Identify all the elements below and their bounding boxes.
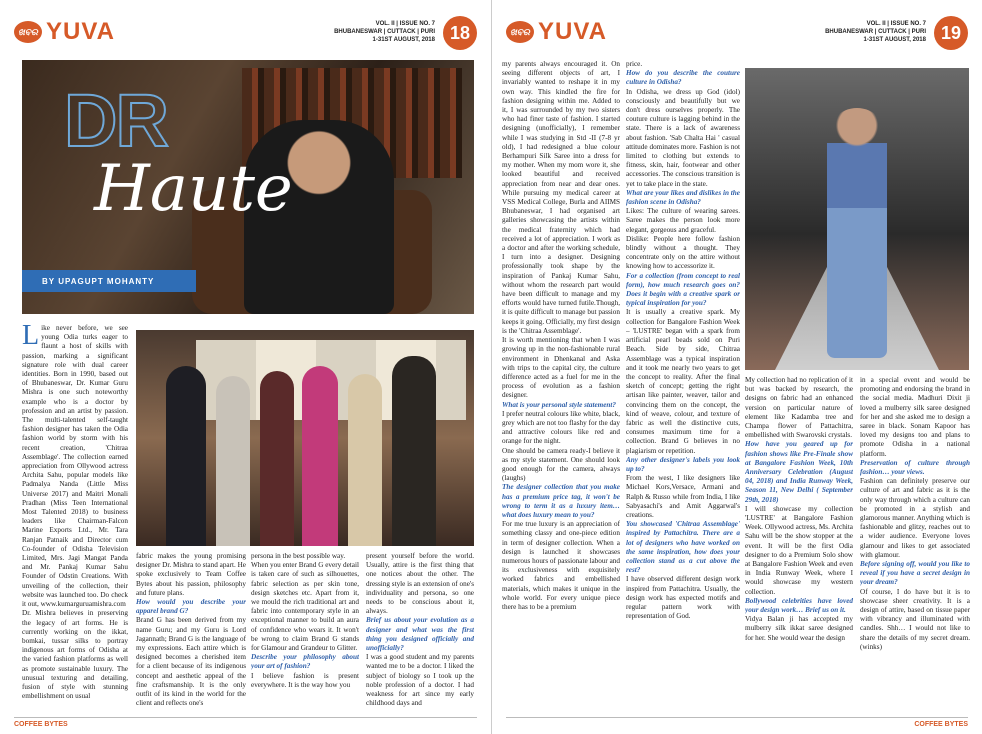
question: What are your likes and dislikes in the fashion scene in Odisha? — [626, 188, 740, 207]
article-column-3 — [251, 552, 359, 714]
question: The designer collection that you make has a premium price tag, it won't be wrong to term it as a luxury item…what does luxury mean to you? — [502, 483, 620, 519]
paragraph: my parents always encouraged it. On seeing different objects of art, I invariably wanted to reshape it in my own way. This kindled the fire for fashion designing within me. Added to it, I was surrounded by my two sisters who had finer taste of fashion. I started designing (unofficially), I remember while I was studying in Std -II (7-8 yr old), I had redesigned a blue colour Berhampuri Silk Saree into a dress for my mother. When my mom wore it, she looked beautiful and received appreciation from near and dear ones. While pursuing my medical career at VSS Medical College, Burla and AIIMS Bhubaneswar, I had organised art galleries showcasing the artists within the medical fraternity which had received a lot of appreciation. I work as a doctor and after the working schedule, I turn into a designer. Designing professionally took shape by the inspiration of Pankaj Kumar Sahu, without whom the research part would have been difficult to manage and my efforts would have turned futile.Though, it is quite difficult to manage but passion keeps it going. Officially, my first design is the 'Chitraa Assemblage'. — [502, 60, 620, 335]
paragraph: price. — [626, 60, 643, 68]
article-column-b — [626, 60, 740, 714]
question: What is your personal style statement? — [502, 400, 617, 409]
page-right — [491, 0, 982, 734]
issue-line2: BHUBANESWAR | CUTTACK | PURI — [825, 29, 926, 35]
question: Preservation of culture through fashion… your views. — [860, 458, 970, 477]
question: You showcased 'Chitraa Assemblage' inspired by Pattachitra. There are a lot of designers who have worked on the same inspiration, how does your collection stand as a cut above the rest? — [626, 520, 740, 575]
issue-line3: 1-31ST AUGUST, 2018 — [863, 37, 926, 43]
paragraph: My collection had no replication of it but was backed by research, the designs on fabric had an enhanced version on particular nature of element like Kadamba tree and Champa flower of Pattachitra, embellished with Swarovski crystals. — [745, 376, 853, 440]
page-number: 18 — [443, 16, 477, 50]
paragraph: Vidya Balan ji has accepted my mulberry silk ikkat saree designed for her. She would wear the design — [745, 615, 853, 642]
paragraph: For me true luxury is an appreciation of something classy and one-piece edition in term of designer collection. When a design is launched it showcases numerous hours of passionate labour and its exclusiveness with exquisitely worked fabrics and embellished materials, which makes it unique in the whole world. For every unique piece there has to be a premium — [502, 520, 620, 611]
paragraph: present yourself before the world. Usually, attire is the first thing that one notices about the other. The dressing style is an extension of one's individuality and persona, so one needs to be conscious about it, always. — [366, 552, 474, 616]
footer-rule — [14, 717, 477, 718]
paragraph: It is worth mentioning that when I was growing up in the non-fashionable rural environment in Dhenkanal and Aska with trips to the capital city, the culture difference acted as a fuel for me in the process of evolution as a fashion designer. — [502, 336, 620, 400]
paragraph: Dislike: People here follow fashion blindly without a thought. They concentrate only on the attire without knowing how to accessorize it. — [626, 234, 740, 271]
paragraph: In Odisha, we dress up God (idol) consciously and beautifully but we don't dress ourselves properly. The couture culture is lagging behind in the state. There is a lack of awareness about fashion. 'Sab Chalta Hai ' casual attitude dominates more. Fashion is not limited to clothing but extends to fitness, skin, hair, footwear and other accessories. The conscious transition is yet to take place in the state. — [626, 87, 740, 188]
logo-title: YUVA — [538, 18, 607, 45]
paragraph: Brand G has been derived from my name Guru; and my Guru is Lord Jagannath; Brand G is the language of my expressions. Each attire which is designed becomes a cherished item for a client because of its indigenous concept and aesthetic appeal of the fine craftsmanship. It is the only outfit of its kind in the world for the client and reflects one's — [136, 616, 246, 708]
person-shape — [166, 366, 206, 546]
page-header — [14, 14, 477, 50]
logo — [14, 18, 115, 46]
launch-event-photo — [136, 330, 474, 546]
paragraph: Fashion can definitely preserve our culture of art and fabric as it is the only way through which a culture can be promoted in a stylish and glamorous manner. Anything which is fashionable and glitzy, reaches out to a wider audience. Everyone loves glamour and likes to get associated with glamour. — [860, 477, 970, 559]
model-figure — [827, 108, 887, 358]
article-column-c — [745, 376, 853, 714]
article-column-2 — [136, 552, 246, 714]
question: Describe your philosophy about your art of fashion? — [251, 653, 359, 671]
logo-badge-icon: ଖବର — [506, 21, 534, 43]
question: For a collection (from concept to real form), how much research goes on? Does it begin with a creative spark or typical inspiration for you? — [626, 271, 740, 308]
person-shape — [392, 356, 436, 546]
paragraph: It is usually a creative spark. My collection for Bangalore Fashion Week – 'LUSTRE' began with a spark from artificial pearl beads sold on Puri Beach. Side by side, Chitraa Assemblage was a typical inspiration and it took me nearly two years to get the concept to reality. After the final sketch of concept; getting the right artisan like painter, weaver, tailor and convincing them on the concept, the kind of weave, colour, and texture of fabric as well the distinctive cuts, consumes maximum time for a collection. Brand G believes in no plagiarism or repetition. — [626, 308, 740, 455]
hero-title-script: Haute — [94, 152, 293, 226]
footer-brand: COFFEE BYTES — [914, 721, 968, 728]
article-column-d — [860, 376, 970, 714]
issue-line1: VOL. II | ISSUE NO. 7 — [866, 21, 926, 27]
logo — [506, 18, 607, 46]
person-shape — [260, 371, 294, 546]
paragraph: Likes: The culture of wearing sarees. Saree makes the person look more elegant, gorgeous and graceful. — [626, 207, 740, 234]
person-shape — [348, 374, 382, 546]
paragraph: I was a good student and my parents wanted me to be a doctor. I liked the subject of biology so I took up the noble profession of a doctor. I had weakness for art since my early childhood days and — [366, 653, 474, 708]
paragraph: When you enter Brand G every detail is taken care of such as silhouettes, fabric selection as per skin tone, design sketches etc. Apart from it, we mould the rich traditional art and fabric into contemporary style in an exceptional manner to build an aura of confidence who wears it. It won't be wrong to claim Brand G stands for Glamour and Grandeur to Glitter. — [251, 561, 359, 653]
paragraph: I believe fashion is present everywhere. It is the way how you — [251, 671, 359, 689]
paragraph: in a special event and would be promoting and endorsing the brand in the social media. Madhuri Dixit ji loved a mulberry silk saree designed for her and she asked me to design a saree in black. Sonam Kapoor has loved my designs too and plans to promote Odisha in a national platform. — [860, 376, 970, 458]
byline: BY UPAGUPT MOHANTY — [22, 270, 196, 292]
issue-line1: VOL. II | ISSUE NO. 7 — [375, 21, 435, 27]
article-column-a — [502, 60, 620, 714]
paragraph: One should be camera ready-I believe it as my style statement. One should look good enough for the camera, always (laughs) — [502, 446, 620, 483]
question: Before signing off, would you like to reveal if you have a secret design in your dream? — [860, 560, 970, 587]
page-header — [506, 14, 968, 50]
issue-info — [825, 20, 926, 44]
paragraph: I will showcase my collection 'LUSTRE' at Bangalore Fashion Week. Ollywood actress, Ms. Archita Sahu will be the show stopper at the event. It will be the first Odia designer to do a Premium Solo show at Bangalore Fashion Week and even in India Runway Week, where I would showcase my western collection. — [745, 504, 853, 596]
hero-title-top: DR — [64, 79, 167, 162]
hero-photo — [22, 60, 474, 314]
paragraph: I prefer neutral colours like white, black, grey which are not too flashy for the day and attractive colours like red and orange for the night. — [502, 409, 620, 446]
issue-line3: 1-31ST AUGUST, 2018 — [372, 37, 435, 43]
paragraph: persona in the best possible way. — [251, 552, 346, 560]
runway-photo — [745, 68, 969, 370]
question: How do you describe the couture culture in Odisha? — [626, 69, 740, 87]
person-shape — [302, 366, 338, 546]
person-shape — [216, 376, 250, 546]
question: Brief us about your evolution as a designer and what was the first thing you designed officially and unofficially? — [366, 616, 474, 653]
question: How have you geared up for fashion shows like Pre-Finale show at Bangalore Fashion Week, 10th Anniversary Celebration (August 04, 2018) and India Runway Week, Season 11, New Delhi ( September 29th, 2018) — [745, 440, 853, 504]
issue-info — [334, 20, 435, 44]
footer-brand: COFFEE BYTES — [14, 721, 68, 728]
article-column-4 — [366, 552, 474, 714]
question: Bollywood celebrities have loved your design work… Brief us on it. — [745, 596, 853, 615]
question: How would you describe your apparel brand G? — [136, 598, 246, 616]
paragraph: From the west, I like designers like Michael Kors,Versace, Armani and Ralph & Russo while from India, I like Sabyasachi's and Amit Aggarwal's creations. — [626, 474, 740, 519]
paragraph: Like never before, we see young Odia turks eager to flaunt a host of skills with passion, marking a significant signature role with dual career identities. Born in 1990, based out of Bhubaneswar, Dr. Kumar Guru Mishra is one such noteworthy example who is a doctor by profession and an artist by passion. The multi-talented self-taught fashion designer has taken the Odia fashion world by storm with his recent creation, 'Chitraa Assemblage'. The collection earned appreciation from Ollywood actress Archita Sahu, popular models like Padmalya Nanda (Little Miss Universe 2017) and Maitri Monali Pradhan (Miss Teen International Most Talented 2018) to business leaders like Chairman-Falcon Marine Exports Ltd., Mr. Tara Ranjan Patnaik and Director cum Co-founder of Odisha Television Limited, Mrs. Jagi Mangat Panda and Mr. Pankaj Kumar Sahu Founder of Odstin Creations. With unveiling of the collection, their website was launched too. Do check it out, www.kumarguruamishra.com — [22, 324, 128, 609]
drop-cap: L — [22, 324, 40, 351]
paragraph: I have observed different design work inspired from Pattachitra. Usually, the design work has expected motifs and regular pattern work with representation of God. — [626, 575, 740, 621]
paragraph: fabric makes the young promising designer Dr. Mishra to stand apart. He spoke exclusively to Team Coffee Bytes about his passion, philosophy and future plans. — [136, 552, 246, 597]
issue-line2: BHUBANESWAR | CUTTACK | PURI — [334, 29, 435, 35]
article-column-1 — [22, 324, 128, 714]
logo-title: YUVA — [46, 18, 115, 45]
paragraph: Dr. Mishra believes in preserving the legacy of art forms. He is currently working on the ikkat, bomkai, tussar silks to portray indigenous art forms of Odisha at the varied fashion platforms as well as promote sustainable luxury. The unusual texturing and detailing, fusion of style with stunning embellishment on usual — [22, 609, 128, 701]
page-number: 19 — [934, 16, 968, 50]
paragraph: Of course, I do have but it is to showcase sheer creativity. It is a design of attire, based on tissue paper with vibrancy and illuminated with candles. Shh… I would not like to share the details of my secret dream. (winks) — [860, 587, 970, 651]
footer-rule — [506, 717, 968, 718]
logo-badge-icon: ଖବର — [14, 21, 42, 43]
question: Any other designer's labels you look up to? — [626, 455, 740, 473]
